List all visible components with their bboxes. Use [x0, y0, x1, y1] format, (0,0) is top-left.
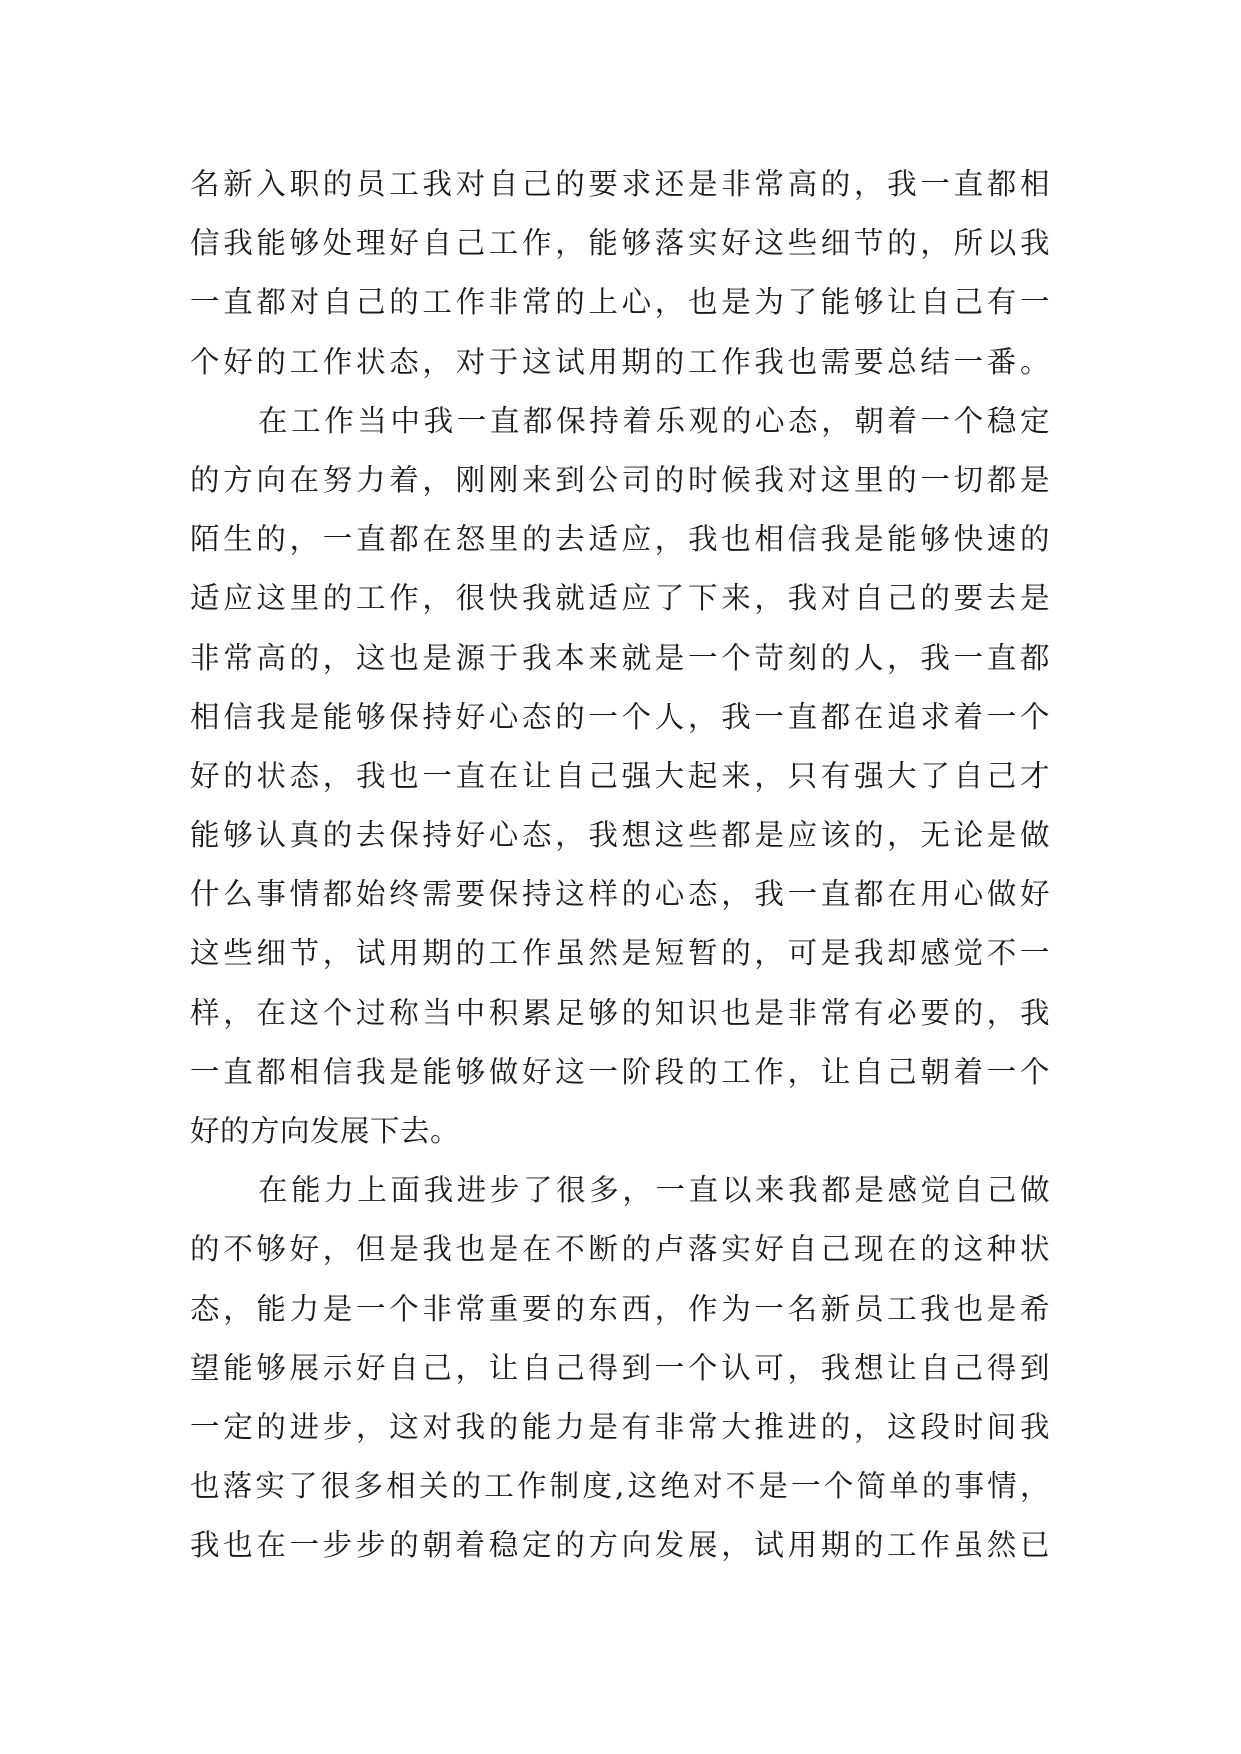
text-line: 这些细节，试用期的工作虽然是短暂的，可是我却感觉不一: [190, 936, 1050, 971]
text-line: 在能力上面我进步了很多，一直以来我都是感觉自己做: [258, 1173, 1050, 1208]
text-line: 什么事情都始终需要保持这样的心态，我一直都在用心做好: [190, 877, 1050, 912]
text-line: 相信我是能够保持好心态的一个人，我一直都在追求着一个: [190, 699, 1050, 734]
text-line: 适应这里的工作，很快我就适应了下来，我对自己的要去是: [190, 581, 1050, 616]
text-line: 好的方向发展下去。: [190, 1114, 461, 1148]
text-line: 名新入职的员工我对自己的要求还是非常高的，我一直都相: [190, 167, 1050, 201]
text-line: 我也在一步步的朝着稳定的方向发展，试用期的工作虽然已: [190, 1528, 1050, 1563]
text-line: 态，能力是一个非常重要的东西，作为一名新员工我也是希: [190, 1291, 1050, 1326]
text-line: 在工作当中我一直都保持着乐观的心态，朝着一个稳定: [258, 403, 1050, 438]
text-line: 望能够展示好自己，让自己得到一个认可，我想让自己得到: [190, 1350, 1050, 1385]
text-line: 好的状态，我也一直在让自己强大起来，只有强大了自己才: [190, 758, 1050, 793]
text-line: 的不够好，但是我也是在不断的卢落实好自己现在的这种状: [190, 1232, 1050, 1267]
text-line: 的方向在努力着，刚刚来到公司的时候我对这里的一切都是: [190, 462, 1050, 497]
text-line: 一定的进步，这对我的能力是有非常大推进的，这段时间我: [190, 1409, 1050, 1444]
text-line: 非常高的，这也是源于我本来就是一个苛刻的人，我一直都: [190, 640, 1050, 675]
text-line: 一直都对自己的工作非常的上心，也是为了能够让自己有一: [190, 285, 1050, 320]
body-text: [190, 155, 1050, 1576]
text-line: 也落实了很多相关的工作制度,这绝对不是一个简单的事情，: [190, 1469, 1050, 1504]
text-line: 能够认真的去保持好心态，我想这些都是应该的，无论是做: [190, 818, 1050, 853]
text-line: 信我能够处理好自己工作，能够落实好这些细节的，所以我: [190, 226, 1050, 261]
text-line: 个好的工作状态，对于这试用期的工作我也需要总结一番。: [190, 344, 1050, 379]
text-line: 一直都相信我是能够做好这一阶段的工作，让自己朝着一个: [190, 1054, 1050, 1089]
text-line: 陌生的，一直都在怒里的去适应，我也相信我是能够快速的: [190, 522, 1050, 557]
text-line: 样，在这个过称当中积累足够的知识也是非常有必要的，我: [190, 995, 1050, 1030]
